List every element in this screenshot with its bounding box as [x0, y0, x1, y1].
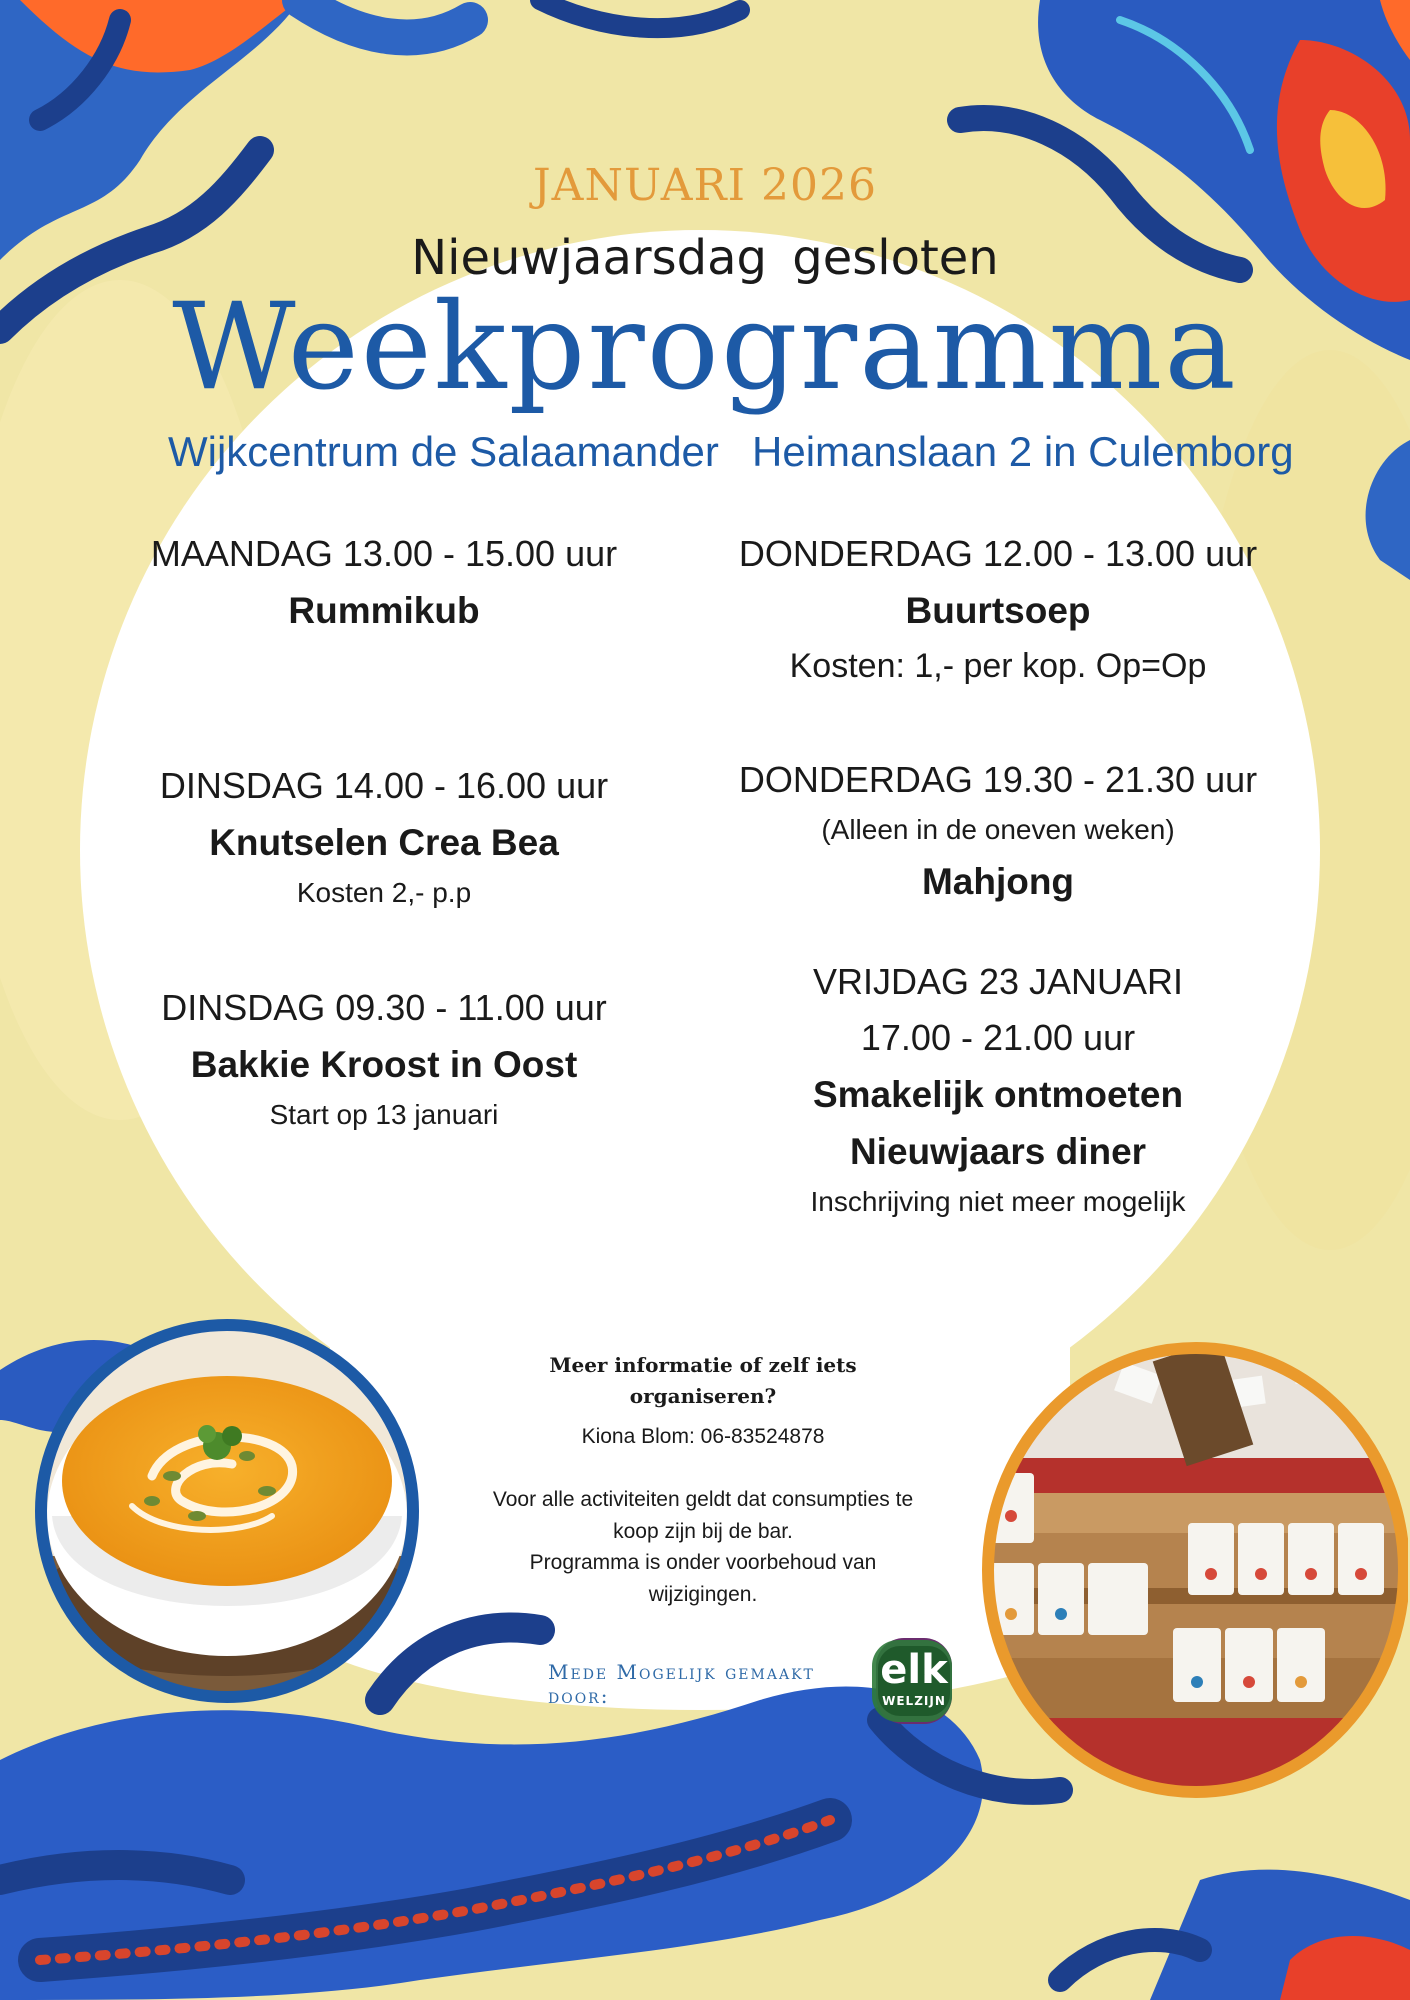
event-thursday-soup	[718, 526, 1278, 694]
event-note: (Alleen in de oneven weken)	[821, 813, 1175, 845]
event-thursday-mahjong	[718, 752, 1278, 910]
closed-notice: Nieuwjaarsdag gesloten	[411, 230, 999, 286]
event-monday	[104, 526, 664, 639]
sponsor-credit: Mede Mogelijk gemaakt door:	[548, 1660, 815, 1708]
event-title: Buurtsoep	[905, 589, 1091, 631]
logo-subtext: WELZIJN	[882, 1694, 946, 1708]
event-time: DONDERDAG 12.00 - 13.00 uur	[738, 533, 1258, 574]
info-description	[478, 1484, 928, 1610]
page-title: Weekprogramma	[172, 278, 1238, 417]
event-title: Rummikub	[288, 589, 480, 631]
event-note: Kosten: 1,- per kop. Op=Op	[789, 647, 1207, 686]
event-title: Smakelijk ontmoeten	[812, 1073, 1184, 1115]
event-title: Bakkie Kroost in Oost	[190, 1043, 578, 1085]
event-friday-dinner	[718, 954, 1278, 1225]
soup-photo	[22, 1306, 432, 1716]
info-heading-line: Meer informatie of zelf iets	[549, 1353, 857, 1377]
event-time: DONDERDAG 19.30 - 21.30 uur	[738, 759, 1258, 800]
info-line: Programma is onder voorbehoud van	[529, 1551, 877, 1574]
location-address: Heimanslaan 2 in Culemborg	[752, 428, 1294, 475]
info-line: koop zijn bij de bar.	[613, 1519, 793, 1543]
info-heading-line: organiseren?	[629, 1384, 777, 1408]
event-time: DINSDAG 09.30 - 11.00 uur	[161, 987, 607, 1028]
event-time: DINSDAG 14.00 - 16.00 uur	[159, 765, 609, 806]
location-name: Wijkcentrum de Salaamander	[168, 428, 719, 475]
month-heading: JANUARI 2026	[533, 160, 877, 211]
event-note: Start op 13 januari	[269, 1099, 499, 1131]
logo-text: elk	[880, 1647, 948, 1693]
event-title-2: Nieuwjaars diner	[849, 1130, 1147, 1172]
event-tuesday-crafts	[104, 758, 664, 916]
event-time: MAANDAG 13.00 - 15.00 uur	[150, 533, 618, 574]
event-time: 17.00 - 21.00 uur	[860, 1016, 1136, 1058]
elk-welzijn-logo	[868, 1636, 960, 1726]
event-date: VRIJDAG 23 JANUARI	[812, 961, 1184, 1002]
event-tuesday-morning	[104, 980, 664, 1138]
contact-phone: Kiona Blom: 06-83524878	[581, 1425, 825, 1448]
event-note: Inschrijving niet meer mogelijk	[810, 1186, 1186, 1218]
info-line: Voor alle activiteiten geldt dat consumpties te	[492, 1488, 914, 1511]
rummikub-photo	[968, 1338, 1408, 1800]
info-heading	[478, 1350, 928, 1412]
event-note: Kosten 2,- p.p	[296, 877, 472, 909]
event-title: Mahjong	[921, 860, 1075, 902]
event-title: Knutselen Crea Bea	[209, 821, 559, 863]
info-line: wijzigingen.	[648, 1582, 758, 1606]
